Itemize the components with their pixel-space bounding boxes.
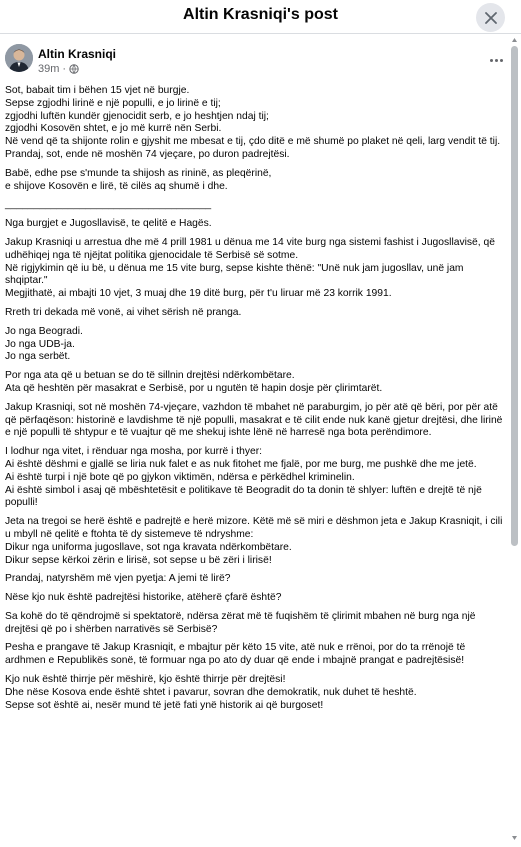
scroll-up-icon[interactable] bbox=[511, 36, 518, 44]
scrollbar[interactable] bbox=[511, 36, 518, 842]
post-paragraph: Sa kohë do të qëndrojmë si spektatorë, ndërsa zërat më të fuqishëm të çlirimit mbahen në burg nga një drejtësi që po i shërben narrativës së Serbisë? bbox=[5, 610, 476, 635]
post-text bbox=[5, 85, 505, 718]
post-paragraph: I lodhur nga vitet, i rënduar nga mosha, por kurrë i thyer: Ai është dëshmi e gjallë se liria nuk falet e as nuk fitohet me fjalë, por me burg, me pushkë dhe me jetë. Ai është turpi i një bote që po gjykon viktimën, ndërsa e përkëdhel kriminelin. Ai është simbol i asaj që mbështetësit e politikave të Beogradit do ta donin të shlyer: luftën e drejtë të një populli! bbox=[5, 446, 482, 509]
post-paragraph: Kjo nuk është thirrje për mëshirë, kjo është thirrje për drejtësi! Dhe nëse Kosova ende është shtet i pavarur, sovran dhe demokratik, nuk duhet të heshtë. Sepse sot është ai, nesër mund të jetë fati ynë historik ai që burgoset! bbox=[5, 674, 417, 711]
post-time[interactable]: 39m bbox=[38, 63, 60, 75]
more-options-button[interactable] bbox=[485, 53, 507, 67]
post-paragraph: Jo nga Beogradi. Jo nga UDB-ja. Jo nga serbët. bbox=[5, 325, 83, 363]
post-meta: 39m · bbox=[38, 63, 79, 75]
post-paragraph: Sot, babait tim i bëhen 15 vjet në burgje. Sepse zgjodhi lirinë e një populli, e jo lirinë e tij; zgjodhi luftën kundër gjenocidit serb, e jo heshtjen ndaj tij; zgjodhi Kosovën shtet, e jo më kurrë nën Serbi. Në vend që ta shijonte rolin e gjyshit me mbesat e tij, çdo ditë e më shumë po plaket në qeli, larg vendit të tij. Prandaj, sot, ende në moshën 74 vjeçare, po duron padrejtësi. bbox=[5, 85, 501, 160]
post-paragraph: Por nga ata që u betuan se do të sillnin drejtësi ndërkombëtare. Ata që heshtën për masakrat e Serbisë, por u ngutën të hapin dosje për çlirimtarët. bbox=[5, 370, 383, 394]
post-paragraph: Jakup Krasniqi, sot në moshën 74-vjeçare, vazhdon të mbahet në paraburgim, jo për atë që bëri, por për atë që përfaqëson: historinë e lavdishme të një populli, masakrat e të cilit ende nuk kanë gjetur drejtësi, dhe lirinë e një populli të shtypur e të vuajtur që me shekuj ishte lënë në harresë nga bota perëndimore. bbox=[5, 401, 503, 439]
scrollbar-thumb[interactable] bbox=[511, 46, 518, 546]
avatar[interactable] bbox=[5, 44, 33, 72]
close-icon bbox=[485, 12, 497, 24]
dialog-title: Altin Krasniqi's post bbox=[183, 6, 338, 23]
post-paragraph: Nëse kjo nuk është padrejtësi historike, atëherë çfarë është? bbox=[5, 592, 282, 604]
post-author[interactable]: Altin Krasniqi bbox=[38, 47, 117, 61]
post-paragraph: Pesha e prangave të Jakup Krasniqit, e mbajtur për këto 15 vite, atë nuk e rrënoi, por do ta rrënojë të ardhmen e Republikës sonë, të formuar nga po ato dy duar që ende i mbajnë prangat e padrejtësisë! bbox=[5, 642, 466, 667]
post-header bbox=[5, 44, 507, 80]
post-paragraph: Prandaj, natyrshëm më vjen pyetja: A jemi të lirë? bbox=[5, 573, 231, 585]
post-paragraph: Jakup Krasniqi u arrestua dhe më 4 prill 1981 u dënua me 14 vite burg nga sistemi fashist i Jugosllavisë, që udhëhiqej nga të njëjtat politika gjenocidale të Serbisë së sotme. Në rigjykimin që iu bë, u dënua me 15 vite burg, sepse kishte thënë: "Unë nuk jam jugosllav, unë jam shqiptar." Megjithatë, ai mbajti 10 vjet, 3 muaj dhe 19 ditë burg, për t'u liruar më 23 korrik 1991. bbox=[5, 236, 495, 300]
post-paragraph: Babë, edhe pse s'munde ta shijosh as rininë, as pleqërinë, e shijove Kosovën e lirë, të cilës aq shumë i dhe. bbox=[5, 167, 272, 192]
scroll-down-icon[interactable] bbox=[511, 834, 518, 842]
dialog-header bbox=[0, 0, 521, 34]
post-paragraph: Rreth tri dekada më vonë, ai vihet sërish në pranga. bbox=[5, 306, 242, 318]
more-options-icon bbox=[490, 59, 493, 62]
close-button[interactable] bbox=[476, 3, 505, 32]
post-divider: ____________________________________ bbox=[5, 199, 212, 211]
globe-icon bbox=[69, 64, 79, 74]
post-paragraph: Nga burgjet e Jugosllavisë, te qelitë e Hagës. bbox=[5, 218, 212, 230]
post-paragraph: Jeta na tregoi se herë është e padrejtë e herë mizore. Këtë më së miri e dëshmon jeta e Jakup Krasniqit, i cili u mbyll në qelitë e ftohta të dy sistemeve të ndryshme: Dikur nga uniforma jugosllave, sot nga kravata ndërkombëtare. Dikur sepse kërkoi zërin e lirisë, sot sepse u bë zëri i lirisë! bbox=[5, 516, 503, 566]
